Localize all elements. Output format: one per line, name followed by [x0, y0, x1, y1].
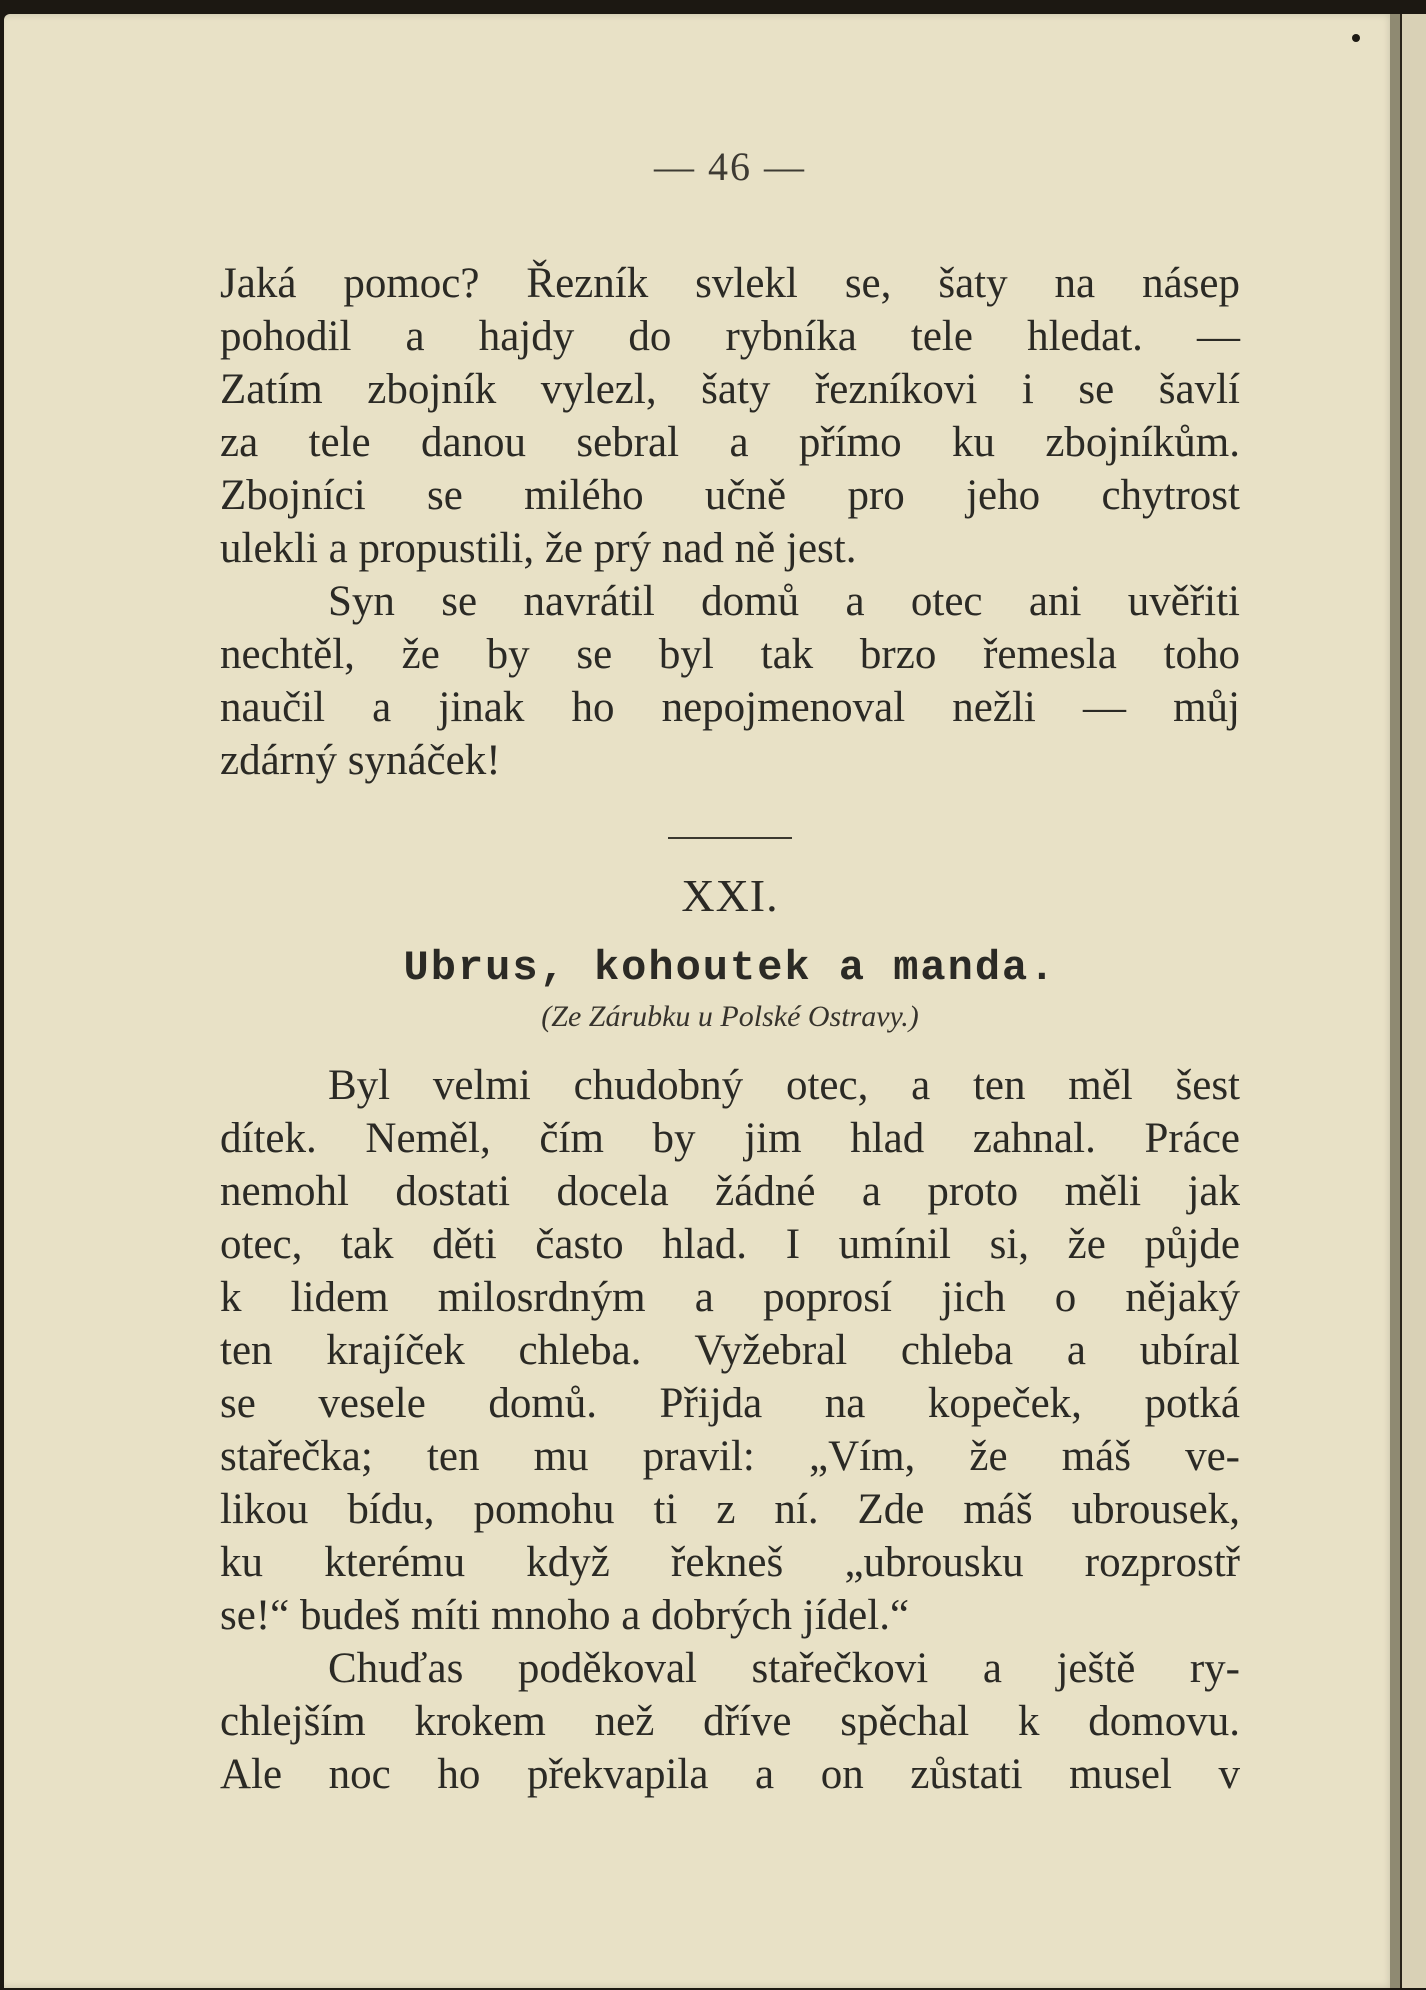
- text-line: naučil a jinak ho nepojmenoval nežli — můj: [220, 684, 1240, 731]
- text-line: se!“ budeš míti mnoho a dobrých jídel.“: [220, 1592, 910, 1639]
- text-line: ku kterému když řekneš „ubrousku rozprostř: [220, 1539, 1240, 1586]
- chapter-title: Ubrus, kohoutek a manda.: [403, 944, 1057, 992]
- chapter-source: (Ze Zárubku u Polské Ostravy.): [541, 1000, 919, 1033]
- paragraph-1: [220, 257, 1240, 575]
- text-line: chlejším krokem než dříve spěchal k domovu.: [220, 1698, 1240, 1745]
- text-line: nemohl dostati docela žádné a proto měli jak: [220, 1168, 1240, 1215]
- text-line: likou bídu, pomohu ti z ní. Zde máš ubrousek,: [220, 1486, 1240, 1533]
- text-line: nechtěl, že by se byl tak brzo řemesla toho: [220, 631, 1240, 678]
- chapter-number: XXI.: [681, 870, 779, 921]
- next-page-edge: [1402, 14, 1426, 1988]
- text-line: zdárný synáček!: [220, 737, 501, 784]
- text-line: se vesele domů. Přijda na kopeček, potká: [220, 1380, 1240, 1427]
- text-line: za tele danou sebral a přímo ku zbojníkům.: [220, 419, 1240, 466]
- text-line: Byl velmi chudobný otec, a ten měl šest: [328, 1062, 1240, 1109]
- text-line: Chuďas poděkoval stařečkovi a ještě ry-: [328, 1645, 1240, 1692]
- text-line: stařečka; ten mu pravil: „Vím, že máš ve-: [220, 1433, 1240, 1480]
- text-line: Syn se navrátil domů a otec ani uvěřiti: [328, 578, 1240, 625]
- text-line: k lidem milosrdným a poprosí jich o nějaký: [220, 1274, 1240, 1321]
- text-line: Zbojníci se milého učně pro jeho chytrost: [220, 472, 1240, 519]
- page-number: — 46 —: [654, 144, 806, 189]
- text-line: ulekli a propustili, že prý nad ně jest.: [220, 525, 857, 572]
- section-divider: [668, 837, 792, 839]
- paragraph-4: [220, 1642, 1240, 1801]
- page-fold: [1390, 14, 1400, 1988]
- page-text: [220, 140, 1240, 1801]
- paragraph-2: [220, 575, 1240, 787]
- text-line: Zatím zbojník vylezl, šaty řezníkovi i se šavlí: [220, 366, 1240, 413]
- text-line: ten krajíček chleba. Vyžebral chleba a ubíral: [220, 1327, 1240, 1374]
- text-line: dítek. Neměl, čím by jim hlad zahnal. Práce: [220, 1115, 1240, 1162]
- ink-speck: [1352, 34, 1360, 42]
- text-line: Ale noc ho překvapila a on zůstati musel v: [220, 1751, 1240, 1798]
- paragraph-3: [220, 1059, 1240, 1642]
- text-line: pohodil a hajdy do rybníka tele hledat. —: [220, 313, 1240, 360]
- text-line: Jaká pomoc? Řezník svlekl se, šaty na násep: [220, 260, 1240, 307]
- text-line: otec, tak děti často hlad. I umínil si, že půjde: [220, 1221, 1240, 1268]
